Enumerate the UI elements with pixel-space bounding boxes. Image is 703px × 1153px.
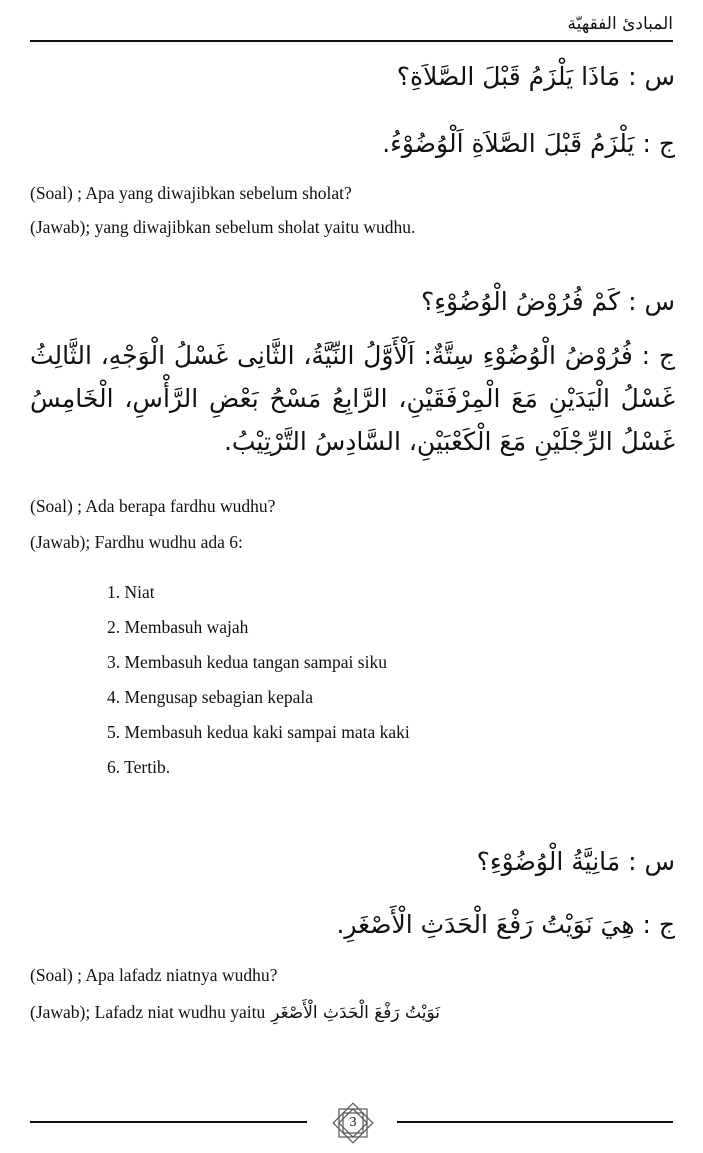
fardhu-list: [107, 580, 410, 790]
soal-1: (Soal) ; Apa yang diwajibkan sebelum sholat?: [30, 183, 352, 203]
header-rule: [30, 40, 673, 42]
question-2-arabic: س : كَمْ فُرُوْضُ الْوُضُوْءِ؟: [421, 287, 675, 316]
soal-3: (Soal) ; Apa lafadz niatnya wudhu?: [30, 965, 278, 985]
answer-2-arabic: ج : فُرُوْضُ الْوُضُوْءِ سِتَّةٌ: اَلْأَوَّلُ النِّيَّةُ، الثَّانِى غَسْلُ الْوَجْهِ، الثَّالِثُ غَسْلُ الْيَدَيْنِ مَعَ الْمِرْفَقَيْنِ، الرَّابِعُ مَسْحُ بَعْضِ الرَّأْسِ، الْخَامِسُ غَسْلُ الرِّجْلَيْنِ مَعَ الْكَعْبَيْنِ، السَّادِسُ التَّرْتِيْبُ.: [30, 341, 675, 456]
jawab-3-arabic: نَوَيْتُ رَفْعَ الْحَدَثِ الْأَصْغَرِ: [271, 1003, 440, 1023]
answer-1-arabic: ج : يَلْزَمُ قَبْلَ الصَّلاَةِ اَلْوُضُوْءُ.: [382, 129, 675, 158]
list-item: 2. Membasuh wajah: [107, 617, 249, 637]
jawab-1: (Jawab); yang diwajibkan sebelum sholat yaitu wudhu.: [30, 217, 416, 237]
footer-rule-left: [30, 1121, 307, 1123]
soal-2: (Soal) ; Ada berapa fardhu wudhu?: [30, 496, 276, 516]
answer-3-arabic: ج : هِيَ نَوَيْتُ رَفْعَ الْحَدَثِ الْأَصْغَرِ.: [336, 910, 675, 939]
running-header: المبادئ الفقهيّة: [567, 14, 673, 34]
list-item: 4. Mengusap sebagian kepala: [107, 687, 314, 707]
question-1-arabic: س : مَاذَا يَلْزَمُ قَبْلَ الصَّلاَةِ؟: [396, 62, 675, 91]
question-3-arabic: س : مَانِيَّةُ الْوُضُوْءِ؟: [476, 847, 675, 876]
jawab-3-text: (Jawab); Lafadz niat wudhu yaitu: [30, 1002, 266, 1022]
jawab-3: [30, 1000, 440, 1025]
list-item: 1. Niat: [107, 582, 155, 602]
list-item: 5. Membasuh kedua kaki sampai mata kaki: [107, 722, 410, 742]
list-item: 3. Membasuh kedua tangan sampai siku: [107, 652, 387, 672]
page-number: 3: [349, 1115, 357, 1130]
list-item: 6. Tertib.: [107, 757, 171, 777]
footer-rule-right: [397, 1121, 673, 1123]
jawab-2: (Jawab); Fardhu wudhu ada 6:: [30, 532, 243, 552]
